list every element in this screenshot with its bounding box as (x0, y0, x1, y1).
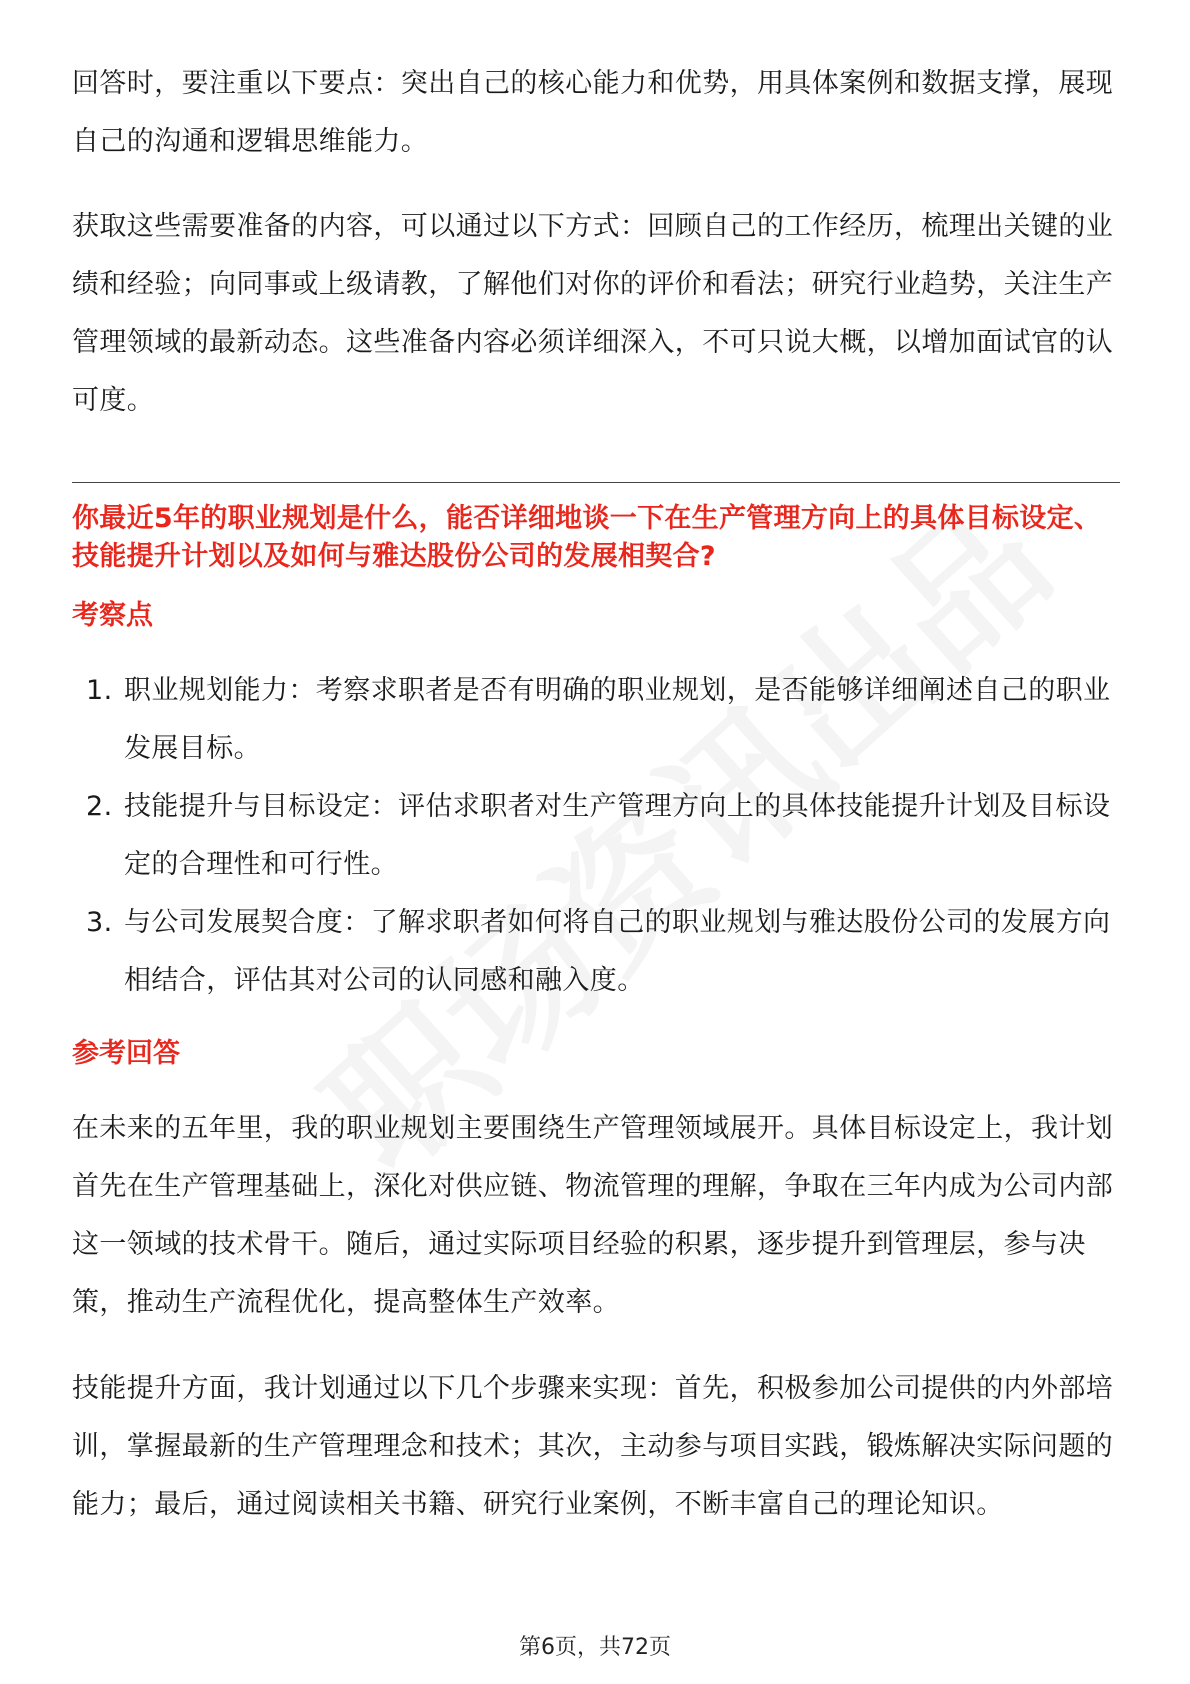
intro-paragraph-1: 回答时，要注重以下要点：突出自己的核心能力和优势，用具体案例和数据支撑，展现自己的沟通和逻辑思维能力。 (72, 68, 1114, 157)
section-divider (72, 482, 1120, 483)
assessment-points-label: 考察点 (72, 600, 153, 631)
list-item (72, 778, 1120, 894)
list-item-number: 3. (86, 907, 113, 938)
list-item-text: 与公司发展契合度：了解求职者如何将自己的职业规划与雅达股份公司的发展方向相结合，评估其对公司的认同感和融入度。 (124, 907, 1111, 996)
page-number-footer: 第6页，共72页 (519, 1635, 671, 1660)
intro-paragraph-2: 获取这些需要准备的内容，可以通过以下方式：回顾自己的工作经历，梳理出关键的业绩和经验；向同事或上级请教，了解他们对你的评价和看法；研究行业趋势，关注生产管理领域的最新动态。这些准备内容必须详细深入，不可只说大概，以增加面试官的认可度。 (72, 211, 1114, 416)
reference-answer-label: 参考回答 (72, 1038, 180, 1069)
list-item-number: 2. (86, 791, 113, 822)
list-item (72, 662, 1120, 778)
list-item-text: 技能提升与目标设定：评估求职者对生产管理方向上的具体技能提升计划及目标设定的合理性和可行性。 (124, 791, 1111, 880)
list-item-text: 职业规划能力：考察求职者是否有明确的职业规划，是否能够详细阐述自己的职业发展目标。 (124, 675, 1111, 764)
assessment-points-list (72, 662, 1120, 1010)
list-item (72, 894, 1120, 1010)
list-item-number: 1. (86, 675, 113, 706)
answer-paragraph-1: 在未来的五年里，我的职业规划主要围绕生产管理领域展开。具体目标设定上，我计划首先在生产管理基础上，深化对供应链、物流管理的理解，争取在三年内成为公司内部这一领域的技术骨干。随后，通过实际项目经验的积累，逐步提升到管理层，参与决策，推动生产流程优化，提高整体生产效率。 (72, 1113, 1114, 1318)
question-heading: 你最近5年的职业规划是什么，能否详细地谈一下在生产管理方向上的具体目标设定、技能提升计划以及如何与雅达股份公司的发展相契合? (72, 503, 1102, 572)
answer-paragraph-2: 技能提升方面，我计划通过以下几个步骤来实现：首先，积极参加公司提供的内外部培训，掌握最新的生产管理理念和技术；其次，主动参与项目实践，锻炼解决实际问题的能力；最后，通过阅读相关书籍、研究行业案例，不断丰富自己的理论知识。 (72, 1373, 1114, 1520)
